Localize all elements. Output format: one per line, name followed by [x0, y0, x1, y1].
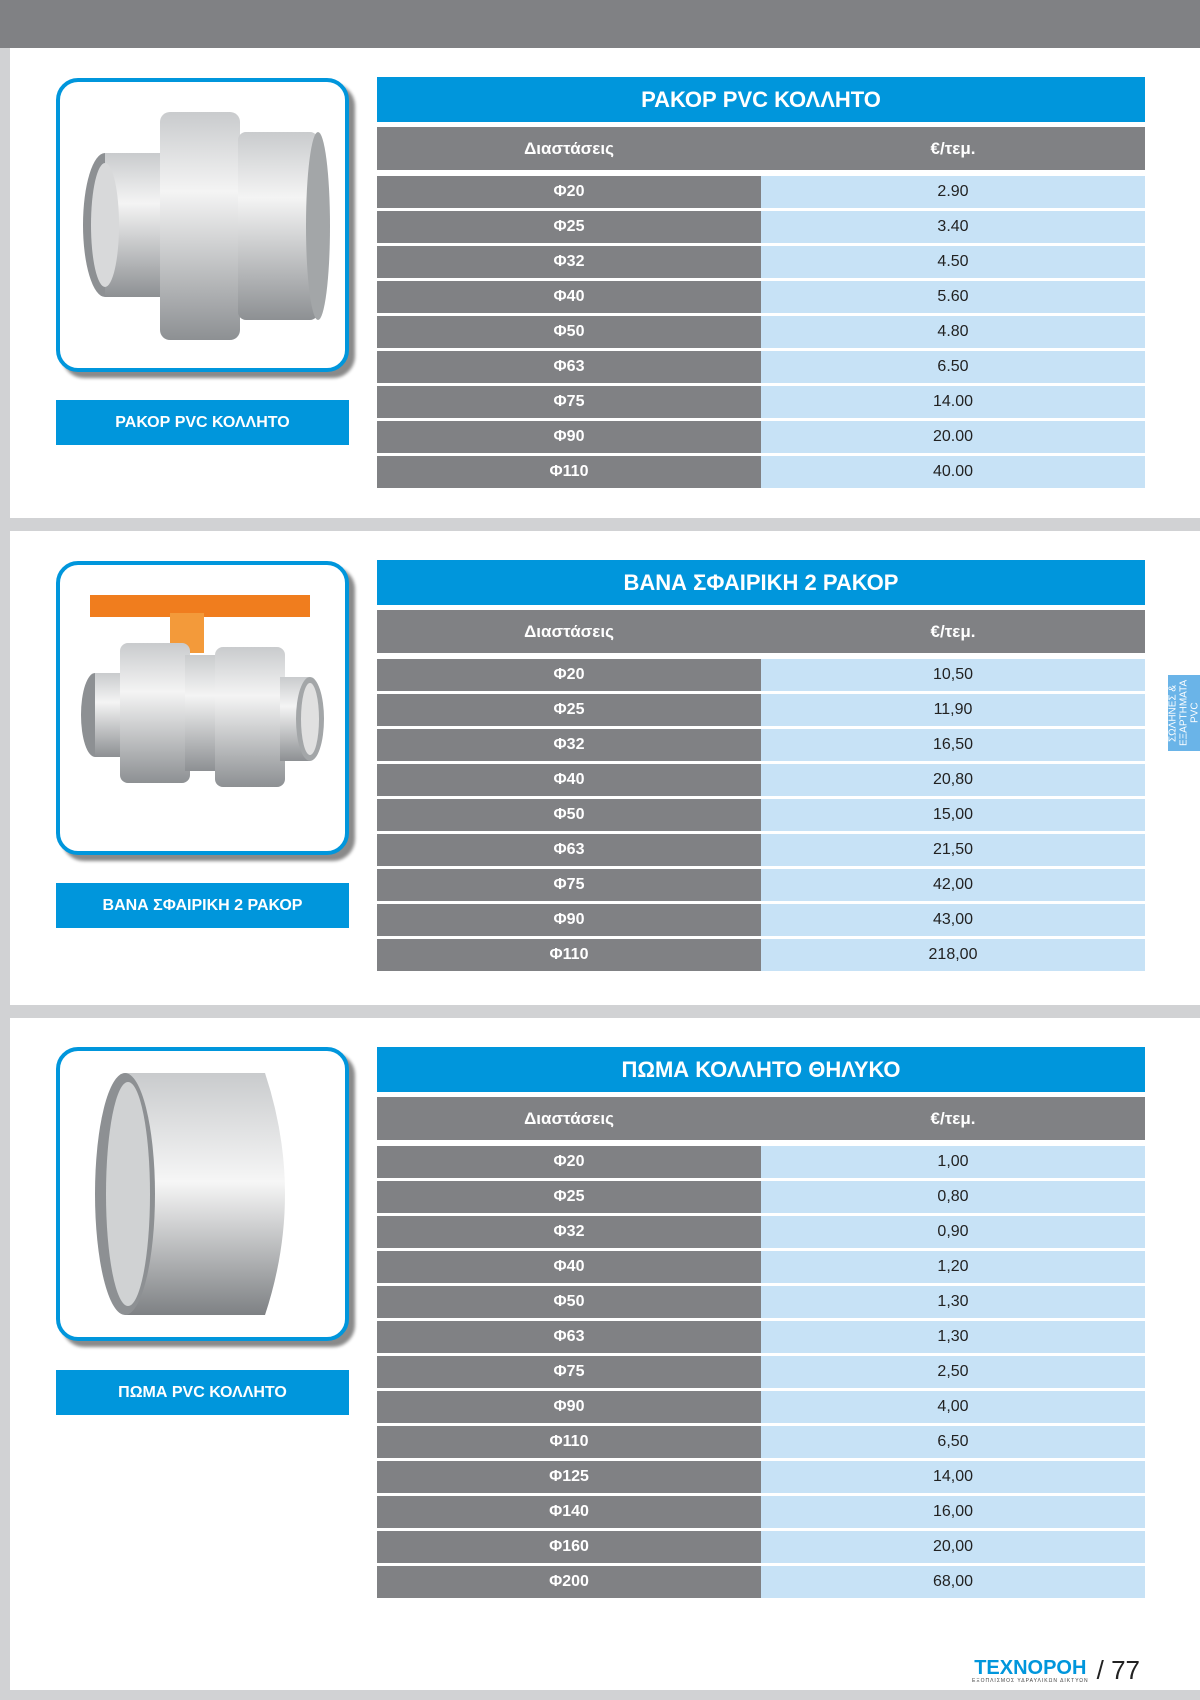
dimension-cell: Φ160 [377, 1531, 761, 1563]
table-row [377, 694, 1145, 726]
price-cell: 15,00 [761, 799, 1145, 831]
dimension-header: Διαστάσεις [524, 138, 614, 158]
dimension-cell: Φ32 [377, 1216, 761, 1248]
dimension-cell: Φ50 [377, 316, 761, 348]
dimension-cell: Φ125 [377, 1461, 761, 1493]
price-cell: 10,50 [761, 659, 1145, 691]
table-row [377, 939, 1145, 971]
side-tab[interactable]: ΣΩΛΗΝΕΣ & ΕΞΑΡΤΗΜΑΤΑ PVC [1168, 675, 1200, 751]
price-cell: 14.00 [761, 386, 1145, 418]
dimension-cell: Φ50 [377, 1286, 761, 1318]
table-header [377, 127, 1145, 170]
table-row [377, 764, 1145, 796]
page-number-value: 77 [1111, 1655, 1141, 1685]
divider [0, 518, 1200, 531]
brand-name: TEXNOPOH [974, 1656, 1087, 1679]
dimension-cell: Φ25 [377, 694, 761, 726]
price-cell: 20,80 [761, 764, 1145, 796]
price-cell: 2.90 [761, 176, 1145, 208]
table-row [377, 1321, 1145, 1353]
dimension-header: Διαστάσεις [524, 621, 614, 641]
table-row [377, 659, 1145, 691]
dimension-cell: Φ75 [377, 386, 761, 418]
dimension-header: Διαστάσεις [524, 1108, 614, 1128]
price-cell: 4.80 [761, 316, 1145, 348]
price-cell: 40.00 [761, 456, 1145, 488]
table-row [377, 1251, 1145, 1283]
table-row [377, 246, 1145, 278]
table-row [377, 1356, 1145, 1388]
product-label: ΡΑΚΟΡ PVC ΚΟΛΛΗΤΟ [56, 400, 349, 445]
price-table [377, 560, 1145, 974]
price-header: €/τεμ. [930, 621, 976, 641]
dimension-cell: Φ75 [377, 1356, 761, 1388]
dimension-cell: Φ63 [377, 351, 761, 383]
product-label: ΒΑΝΑ ΣΦΑΙΡΙΚΗ 2 ΡΑΚΟΡ [56, 883, 349, 928]
table-header [377, 610, 1145, 653]
table-row [377, 316, 1145, 348]
price-header: €/τεμ. [930, 1108, 976, 1128]
price-cell: 0,80 [761, 1181, 1145, 1213]
dimension-cell: Φ32 [377, 729, 761, 761]
price-cell: 68,00 [761, 1566, 1145, 1598]
price-cell: 16,50 [761, 729, 1145, 761]
price-cell: 1,30 [761, 1286, 1145, 1318]
price-cell: 4.50 [761, 246, 1145, 278]
table-header [377, 1097, 1145, 1140]
price-cell: 5.60 [761, 281, 1145, 313]
table-row [377, 834, 1145, 866]
table-row [377, 1531, 1145, 1563]
table-row [377, 729, 1145, 761]
price-cell: 1,20 [761, 1251, 1145, 1283]
price-cell: 0,90 [761, 1216, 1145, 1248]
dimension-cell: Φ90 [377, 421, 761, 453]
price-cell: 4,00 [761, 1391, 1145, 1423]
dimension-cell: Φ40 [377, 764, 761, 796]
dimension-cell: Φ25 [377, 1181, 761, 1213]
dimension-cell: Φ25 [377, 211, 761, 243]
table-row [377, 1286, 1145, 1318]
dimension-cell: Φ90 [377, 904, 761, 936]
price-cell: 3.40 [761, 211, 1145, 243]
price-cell: 6.50 [761, 351, 1145, 383]
price-cell: 42,00 [761, 869, 1145, 901]
dimension-cell: Φ32 [377, 246, 761, 278]
price-cell: 14,00 [761, 1461, 1145, 1493]
dimension-cell: Φ63 [377, 834, 761, 866]
table-title: ΠΩΜΑ ΚΟΛΛΗΤΟ ΘΗΛΥΚΟ [377, 1047, 1145, 1092]
table-row [377, 386, 1145, 418]
dimension-cell: Φ110 [377, 939, 761, 971]
dimension-cell: Φ110 [377, 456, 761, 488]
price-cell: 11,90 [761, 694, 1145, 726]
price-cell: 1,00 [761, 1146, 1145, 1178]
brand-slogan: ΕΞΟΠΛΙΣΜΟΣ ΥΔΡΑΥΛΙΚΩΝ ΔΙΚΤΥΩΝ [972, 1677, 1089, 1684]
top-bar [0, 0, 1200, 48]
product-image [56, 78, 349, 372]
dimension-cell: Φ200 [377, 1566, 761, 1598]
dimension-cell: Φ110 [377, 1426, 761, 1458]
price-cell: 2,50 [761, 1356, 1145, 1388]
table-row [377, 869, 1145, 901]
table-row [377, 1391, 1145, 1423]
bottom-bar [0, 1690, 1200, 1700]
dimension-cell: Φ140 [377, 1496, 761, 1528]
price-cell: 20,00 [761, 1531, 1145, 1563]
dimension-cell: Φ75 [377, 869, 761, 901]
dimension-cell: Φ63 [377, 1321, 761, 1353]
table-row [377, 1461, 1145, 1493]
table-row [377, 176, 1145, 208]
table-row [377, 211, 1145, 243]
price-table [377, 77, 1145, 491]
price-cell: 43,00 [761, 904, 1145, 936]
left-edge [0, 48, 10, 1700]
table-row [377, 1566, 1145, 1598]
table-row [377, 281, 1145, 313]
footer [972, 1655, 1140, 1686]
price-cell: 218,00 [761, 939, 1145, 971]
table-row [377, 421, 1145, 453]
dimension-cell: Φ40 [377, 1251, 761, 1283]
table-row [377, 1146, 1145, 1178]
dimension-cell: Φ50 [377, 799, 761, 831]
price-cell: 20.00 [761, 421, 1145, 453]
brand-logo [972, 1658, 1089, 1684]
dimension-cell: Φ20 [377, 1146, 761, 1178]
price-header: €/τεμ. [930, 138, 976, 158]
product-label: ΠΩΜΑ PVC ΚΟΛΛΗΤΟ [56, 1370, 349, 1415]
dimension-cell: Φ90 [377, 1391, 761, 1423]
table-row [377, 351, 1145, 383]
product-image [56, 561, 349, 855]
price-table [377, 1047, 1145, 1601]
table-row [377, 799, 1145, 831]
dimension-cell: Φ40 [377, 281, 761, 313]
dimension-cell: Φ20 [377, 659, 761, 691]
table-row [377, 1216, 1145, 1248]
table-title: ΒΑΝΑ ΣΦΑΙΡΙΚΗ 2 ΡΑΚΟΡ [377, 560, 1145, 605]
divider [0, 1005, 1200, 1018]
table-row [377, 1181, 1145, 1213]
price-cell: 1,30 [761, 1321, 1145, 1353]
table-row [377, 456, 1145, 488]
price-cell: 6,50 [761, 1426, 1145, 1458]
table-row [377, 1496, 1145, 1528]
table-row [377, 904, 1145, 936]
table-row [377, 1426, 1145, 1458]
dimension-cell: Φ20 [377, 176, 761, 208]
product-image [56, 1047, 349, 1341]
price-cell: 16,00 [761, 1496, 1145, 1528]
table-title: ΡΑΚΟΡ PVC ΚΟΛΛΗΤΟ [377, 77, 1145, 122]
price-cell: 21,50 [761, 834, 1145, 866]
page-number: / 77 [1096, 1655, 1141, 1685]
